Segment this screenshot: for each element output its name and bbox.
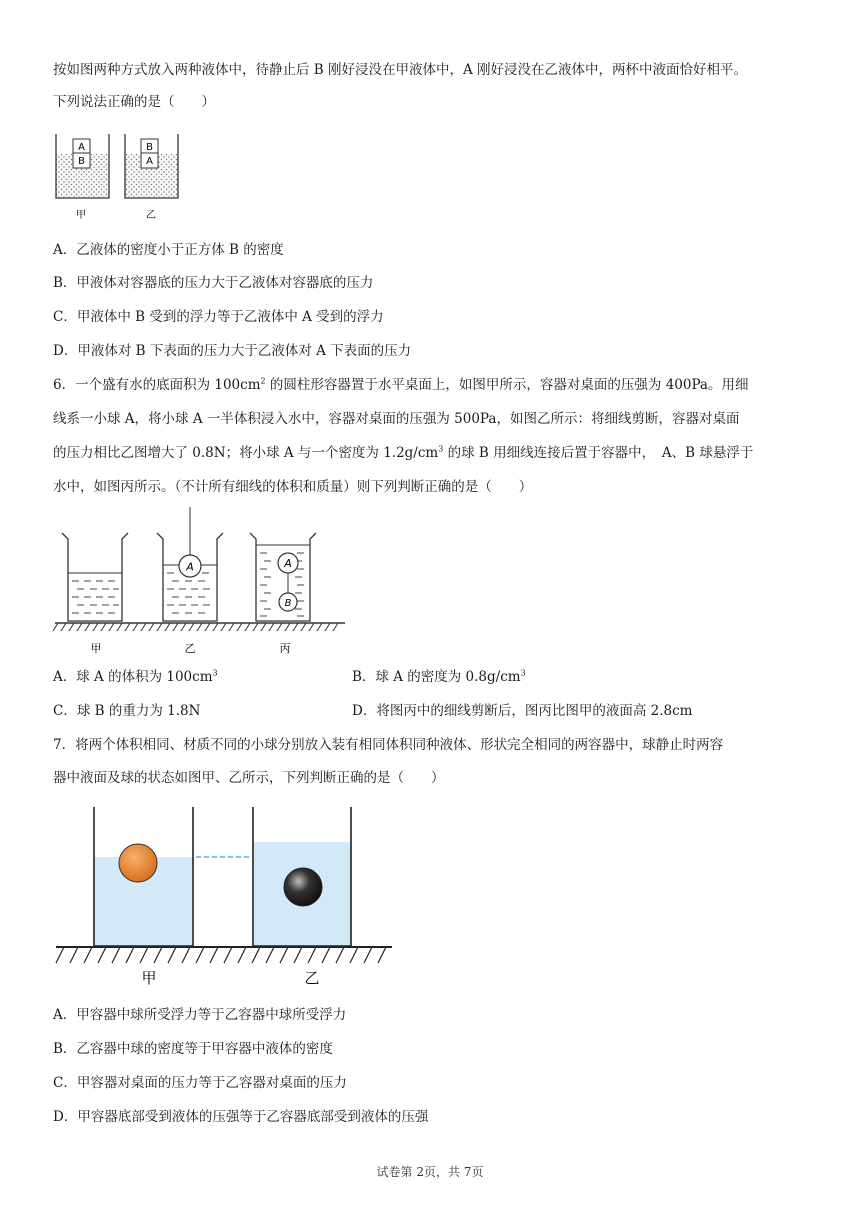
q7-label-yi: 乙 — [304, 969, 320, 987]
q6-ball-b-bing-label: B — [284, 598, 292, 609]
q5-stem-line-2: 下列说法正确的是（ ） — [53, 94, 215, 110]
q6-option-b-sup: 3 — [520, 668, 526, 678]
q5-right-block-bottom-label: A — [146, 156, 153, 167]
q6-stem-line-1-a: 6．一个盛有水的底面积为 100cm — [53, 377, 261, 393]
q6-stem-line-3-b: 的球 B 用细线连接后置于容器中， A、B 球悬浮于 — [443, 445, 754, 461]
q6-ball-a-yi-label: A — [186, 560, 194, 574]
q5-figure — [50, 128, 210, 226]
q6-stem-line-3-a: 的压力相比乙图增大了 0.8N；将小球 A 与一个密度为 1.2g/cm — [53, 445, 439, 461]
q7-option-c: C．甲容器对桌面的压力等于乙容器对桌面的压力 — [53, 1075, 347, 1091]
q6-option-a — [53, 667, 218, 687]
q7-ground-hatch — [56, 947, 386, 963]
q6-option-a-text: A．球 A 的体积为 100cm — [53, 669, 213, 685]
q6-water-jia — [72, 581, 119, 613]
q6-water-yi — [167, 573, 210, 613]
q6-option-c: C．球 B 的重力为 1.8N — [53, 703, 201, 719]
q6-option-b — [352, 667, 526, 687]
q5-option-b: B．甲液体对容器底的压力大于乙液体对容器底的压力 — [53, 275, 374, 291]
q6-stem-line-3-sup: 3 — [438, 444, 444, 454]
q5-left-block-bottom-label: B — [78, 156, 85, 167]
q6-label-yi: 乙 — [184, 642, 196, 655]
q6-option-b-text: B．球 A 的密度为 0.8g/cm — [352, 669, 521, 685]
q6-label-bing: 丙 — [279, 642, 291, 655]
q6-stem-line-1-b: 的圆柱形容器置于水平桌面上，如图甲所示，容器对桌面的压强为 400Pa。用细 — [265, 377, 749, 393]
q6-stem-line-2: 线系一小球 A，将小球 A 一半体积浸入水中，容器对桌面的压强为 500Pa，如图乙所示：将细线剪断，容器对桌面 — [53, 411, 740, 427]
q7-ball-jia — [119, 844, 157, 882]
q7-ball-yi — [284, 868, 322, 906]
q6-stem-line-3 — [53, 443, 753, 463]
q6-ball-a-bing-label: A — [284, 557, 292, 570]
q6-figure — [50, 505, 350, 660]
q7-option-a: A．甲容器中球所受浮力等于乙容器中球所受浮力 — [53, 1007, 347, 1023]
q7-label-jia: 甲 — [141, 969, 157, 987]
q5-left-block-top-label: A — [78, 142, 85, 153]
q7-figure — [50, 805, 400, 995]
page-footer: 试卷第 2页，共 7页 — [376, 1165, 484, 1179]
q6-ground-hatch — [53, 623, 338, 631]
q6-stem-line-1 — [53, 375, 748, 395]
q6-option-d: D．将图丙中的细线剪断后，图丙比图甲的液面高 2.8cm — [352, 703, 693, 719]
q5-option-a: A．乙液体的密度小于正方体 B 的密度 — [53, 242, 284, 258]
q5-right-block-top-label: B — [146, 142, 153, 153]
q5-stem-line-1: 按如图两种方式放入两种液体中，待静止后 B 刚好浸没在甲液体中，A 刚好浸没在乙液体中，两杯中液面恰好相平。 — [53, 62, 748, 78]
q6-stem-line-4: 水中，如图丙所示。（不计所有细线的体积和质量）则下列判断正确的是（ ） — [53, 479, 533, 495]
q7-stem-line-2: 器中液面及球的状态如图甲、乙所示，下列判断正确的是（ ） — [53, 770, 445, 786]
q7-stem-line-1: 7．将两个体积相同、材质不同的小球分别放入装有相同体积同种液体、形状完全相同的两容器中，球静止时两容 — [53, 737, 724, 753]
q5-label-jia: 甲 — [76, 210, 86, 221]
q5-label-yi: 乙 — [146, 210, 156, 221]
q6-label-jia: 甲 — [90, 642, 102, 655]
q7-option-d: D．甲容器底部受到液体的压强等于乙容器底部受到液体的压强 — [53, 1109, 429, 1125]
q5-option-c: C．甲液体中 B 受到的浮力等于乙液体中 A 受到的浮力 — [53, 309, 384, 325]
q6-stem-line-1-sup: 2 — [260, 376, 266, 386]
q6-option-a-sup: 3 — [212, 668, 218, 678]
q6-beaker-jia — [62, 533, 128, 621]
q7-option-b: B．乙容器中球的密度等于甲容器中液体的密度 — [53, 1041, 333, 1057]
q5-option-d: D．甲液体对 B 下表面的压力大于乙液体对 A 下表面的压力 — [53, 343, 412, 359]
